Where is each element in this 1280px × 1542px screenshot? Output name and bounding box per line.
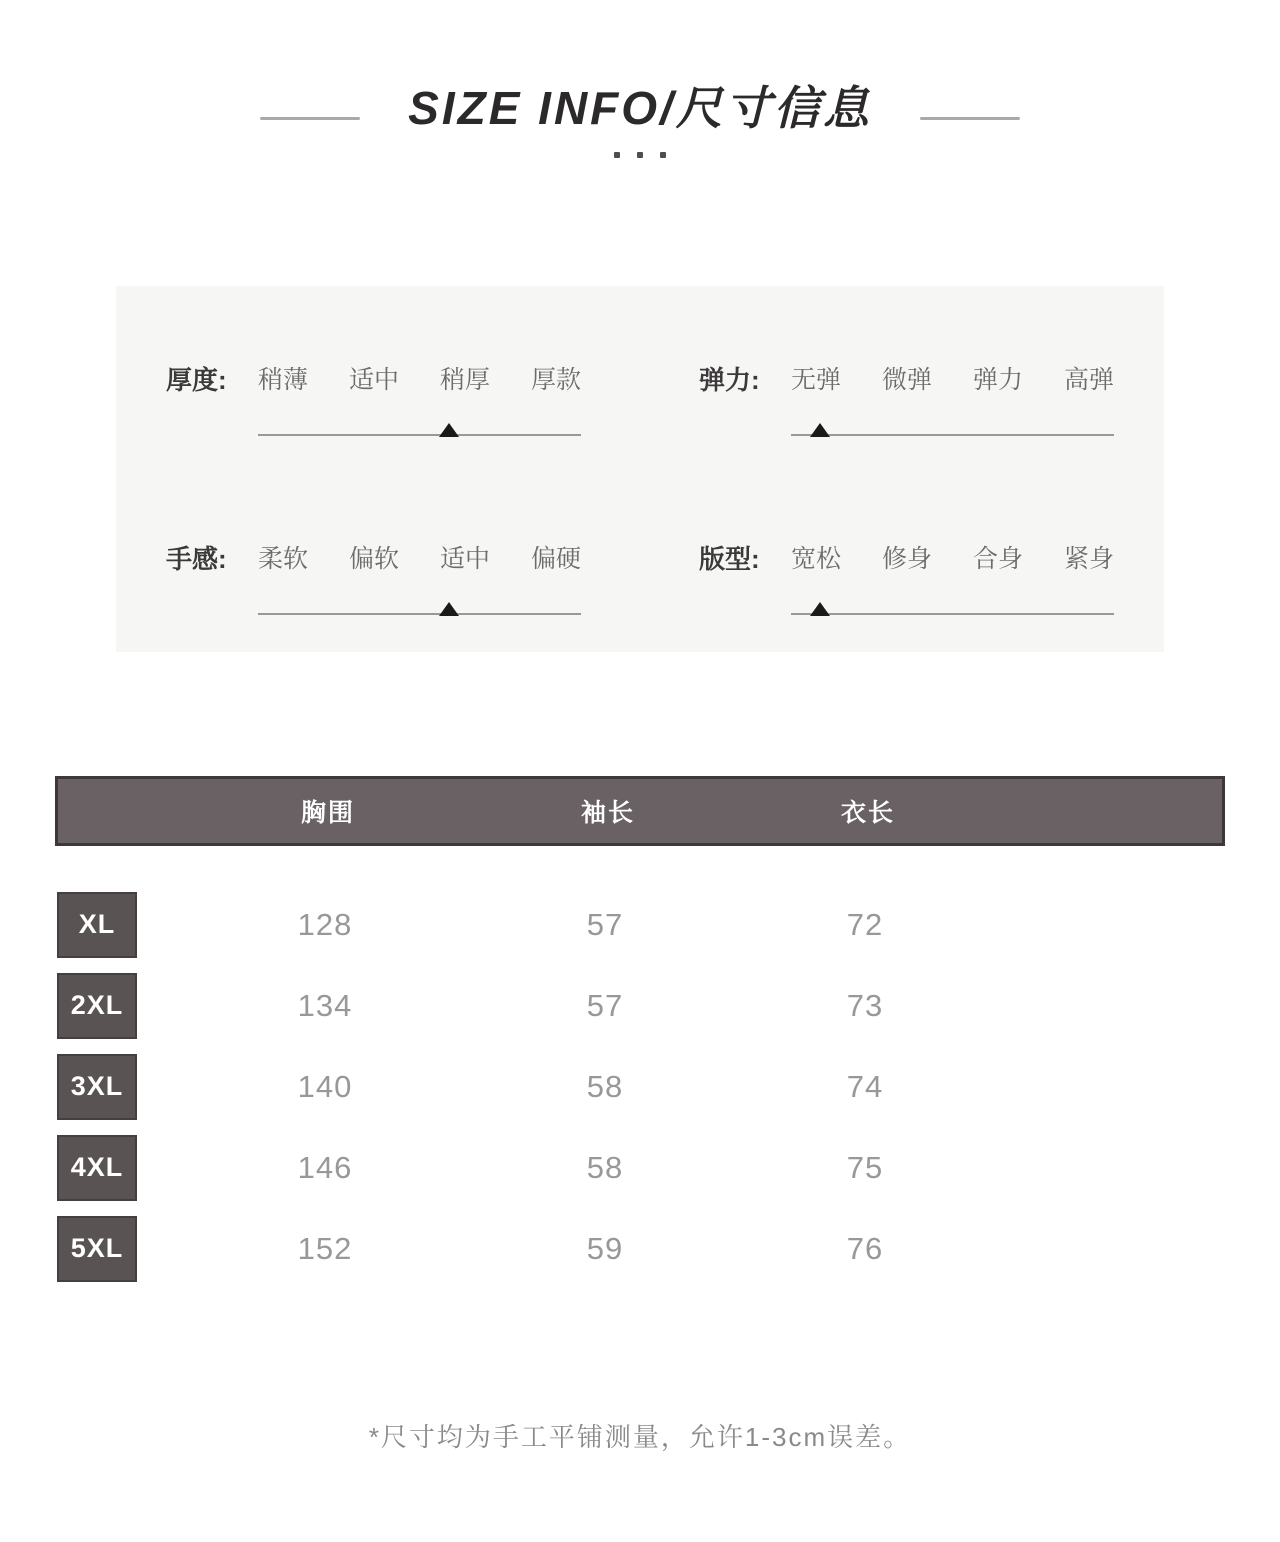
length-value: 76 bbox=[846, 1230, 884, 1266]
attr-scale-thickness bbox=[258, 426, 581, 444]
scale-line bbox=[258, 434, 581, 436]
table-header-row bbox=[55, 776, 1225, 846]
attr-group-feel bbox=[166, 539, 581, 652]
measurement-footnote: *尺寸均为手工平铺测量，允许1-3cm误差。 bbox=[368, 1422, 912, 1452]
length-value: 72 bbox=[846, 906, 884, 942]
page-title: SIZE INFO/尺寸信息 bbox=[408, 82, 872, 134]
attr-label-fit: 版型: bbox=[699, 544, 760, 574]
title-section bbox=[0, 0, 1280, 138]
attr-option: 稍薄 bbox=[258, 366, 309, 394]
dot-icon bbox=[660, 152, 666, 158]
size-badge: XL bbox=[57, 892, 137, 958]
length-value: 75 bbox=[846, 1149, 884, 1185]
sleeve-value: 58 bbox=[586, 1068, 624, 1104]
table-row bbox=[55, 1127, 1225, 1208]
attr-group-elasticity bbox=[699, 360, 1114, 473]
scale-marker-triangle-icon bbox=[810, 602, 830, 616]
scale-line bbox=[258, 613, 581, 615]
size-table bbox=[55, 776, 1225, 1289]
attr-option: 偏软 bbox=[348, 545, 399, 573]
sleeve-value: 58 bbox=[586, 1149, 624, 1185]
table-row bbox=[55, 884, 1225, 965]
attr-option: 柔软 bbox=[258, 545, 309, 573]
attr-option: 厚款 bbox=[530, 366, 581, 394]
table-body bbox=[55, 884, 1225, 1289]
size-badge: 3XL bbox=[57, 1054, 137, 1120]
attr-option: 无弹 bbox=[791, 366, 842, 394]
attr-label-thickness: 厚度: bbox=[166, 365, 227, 395]
size-badge: 2XL bbox=[57, 973, 137, 1039]
table-row bbox=[55, 1046, 1225, 1127]
attr-label-elasticity: 弹力: bbox=[699, 365, 760, 395]
attr-option: 紧身 bbox=[1063, 545, 1114, 573]
chest-value: 128 bbox=[297, 906, 353, 942]
attr-option: 弹力 bbox=[972, 366, 1023, 394]
attr-option: 适中 bbox=[439, 545, 490, 573]
length-value: 74 bbox=[846, 1068, 884, 1104]
attr-option: 合身 bbox=[972, 545, 1023, 573]
column-header-chest: 胸围 bbox=[300, 799, 355, 827]
scale-marker-triangle-icon bbox=[810, 423, 830, 437]
dot-icon bbox=[614, 152, 620, 158]
sleeve-value: 57 bbox=[586, 987, 624, 1023]
column-header-sleeve: 袖长 bbox=[580, 799, 635, 827]
chest-value: 146 bbox=[297, 1149, 353, 1185]
sleeve-value: 59 bbox=[586, 1230, 624, 1266]
chest-value: 134 bbox=[297, 987, 353, 1023]
attr-option: 偏硬 bbox=[530, 545, 581, 573]
table-row bbox=[55, 1208, 1225, 1289]
attr-option: 稍厚 bbox=[439, 366, 490, 394]
table-row bbox=[55, 965, 1225, 1046]
attr-scale-fit bbox=[791, 605, 1114, 623]
scale-line bbox=[791, 613, 1114, 615]
title-left-line bbox=[260, 117, 360, 120]
attr-option: 适中 bbox=[348, 366, 399, 394]
attr-option: 宽松 bbox=[791, 545, 842, 573]
scale-line bbox=[791, 434, 1114, 436]
sleeve-value: 57 bbox=[586, 906, 624, 942]
attr-label-feel: 手感: bbox=[166, 544, 227, 574]
chest-value: 152 bbox=[297, 1230, 353, 1266]
attr-group-fit bbox=[699, 539, 1114, 652]
scale-marker-triangle-icon bbox=[439, 602, 459, 616]
scale-marker-triangle-icon bbox=[439, 423, 459, 437]
attr-option: 高弹 bbox=[1063, 366, 1114, 394]
title-right-line bbox=[920, 117, 1020, 120]
attr-option: 微弹 bbox=[881, 366, 932, 394]
column-header-length: 衣长 bbox=[840, 799, 895, 827]
attributes-panel bbox=[116, 286, 1164, 652]
size-badge: 5XL bbox=[57, 1216, 137, 1282]
attr-scale-elasticity bbox=[791, 426, 1114, 444]
attr-group-thickness bbox=[166, 360, 581, 473]
chest-value: 140 bbox=[297, 1068, 353, 1104]
size-badge: 4XL bbox=[57, 1135, 137, 1201]
ellipsis-dots bbox=[0, 152, 1280, 158]
attr-option: 修身 bbox=[881, 545, 932, 573]
attr-scale-feel bbox=[258, 605, 581, 623]
dot-icon bbox=[637, 152, 643, 158]
length-value: 73 bbox=[846, 987, 884, 1023]
